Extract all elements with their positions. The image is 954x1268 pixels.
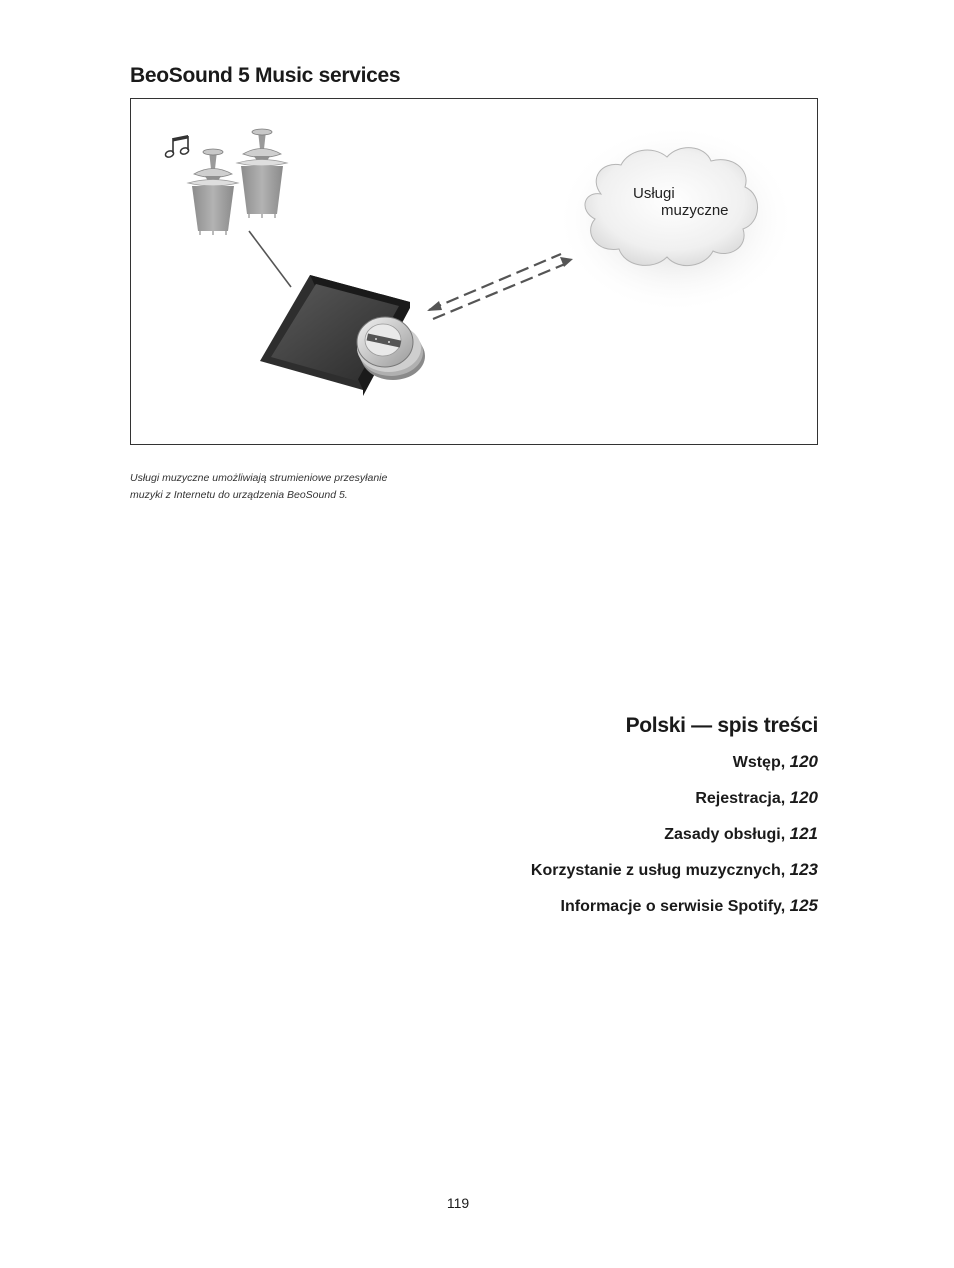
toc-entry-label: Zasady obsługi, xyxy=(664,826,786,843)
table-of-contents xyxy=(531,714,818,932)
toc-entry[interactable] xyxy=(531,788,818,824)
caption-line: Usługi muzyczne umożliwiają strumieniowe przesyłanie xyxy=(130,472,388,484)
toc-entry-page: 120 xyxy=(789,788,818,807)
caption-line: muzyki z Internetu do urządzenia BeoSound 5. xyxy=(130,489,348,501)
page-number: 119 xyxy=(446,1195,470,1211)
speaker-connection-line xyxy=(249,231,291,287)
toc-entry-page: 125 xyxy=(789,896,818,915)
toc-entry[interactable] xyxy=(531,752,818,788)
bidirectional-arrow-icon xyxy=(427,254,573,319)
toc-entry-label: Rejestracja, xyxy=(695,790,786,807)
figure-illustration xyxy=(130,98,818,445)
cloud-label-line2: muzyczne xyxy=(661,202,729,219)
music-services-diagram xyxy=(131,99,819,446)
music-note-icon xyxy=(165,135,190,158)
speaker-icon xyxy=(188,129,287,235)
toc-entry-page: 120 xyxy=(789,752,818,771)
cloud-label-line1: Usługi xyxy=(633,185,675,202)
section-title: BeoSound 5 Music services xyxy=(130,64,401,87)
toc-entry-label: Informacje o serwisie Spotify, xyxy=(560,898,786,915)
toc-entry[interactable] xyxy=(531,824,818,860)
toc-entry[interactable] xyxy=(531,896,818,932)
toc-entry-page: 123 xyxy=(789,860,818,879)
cloud-icon xyxy=(556,124,796,314)
figure-caption xyxy=(130,470,450,504)
toc-entry-page: 121 xyxy=(789,824,818,843)
toc-entry[interactable] xyxy=(531,860,818,896)
toc-entry-label: Korzystanie z usług muzycznych, xyxy=(530,862,786,879)
toc-title: Polski — spis treści xyxy=(625,714,818,737)
beosound5-device-icon xyxy=(260,275,425,396)
toc-entry-label: Wstęp, xyxy=(732,754,786,771)
